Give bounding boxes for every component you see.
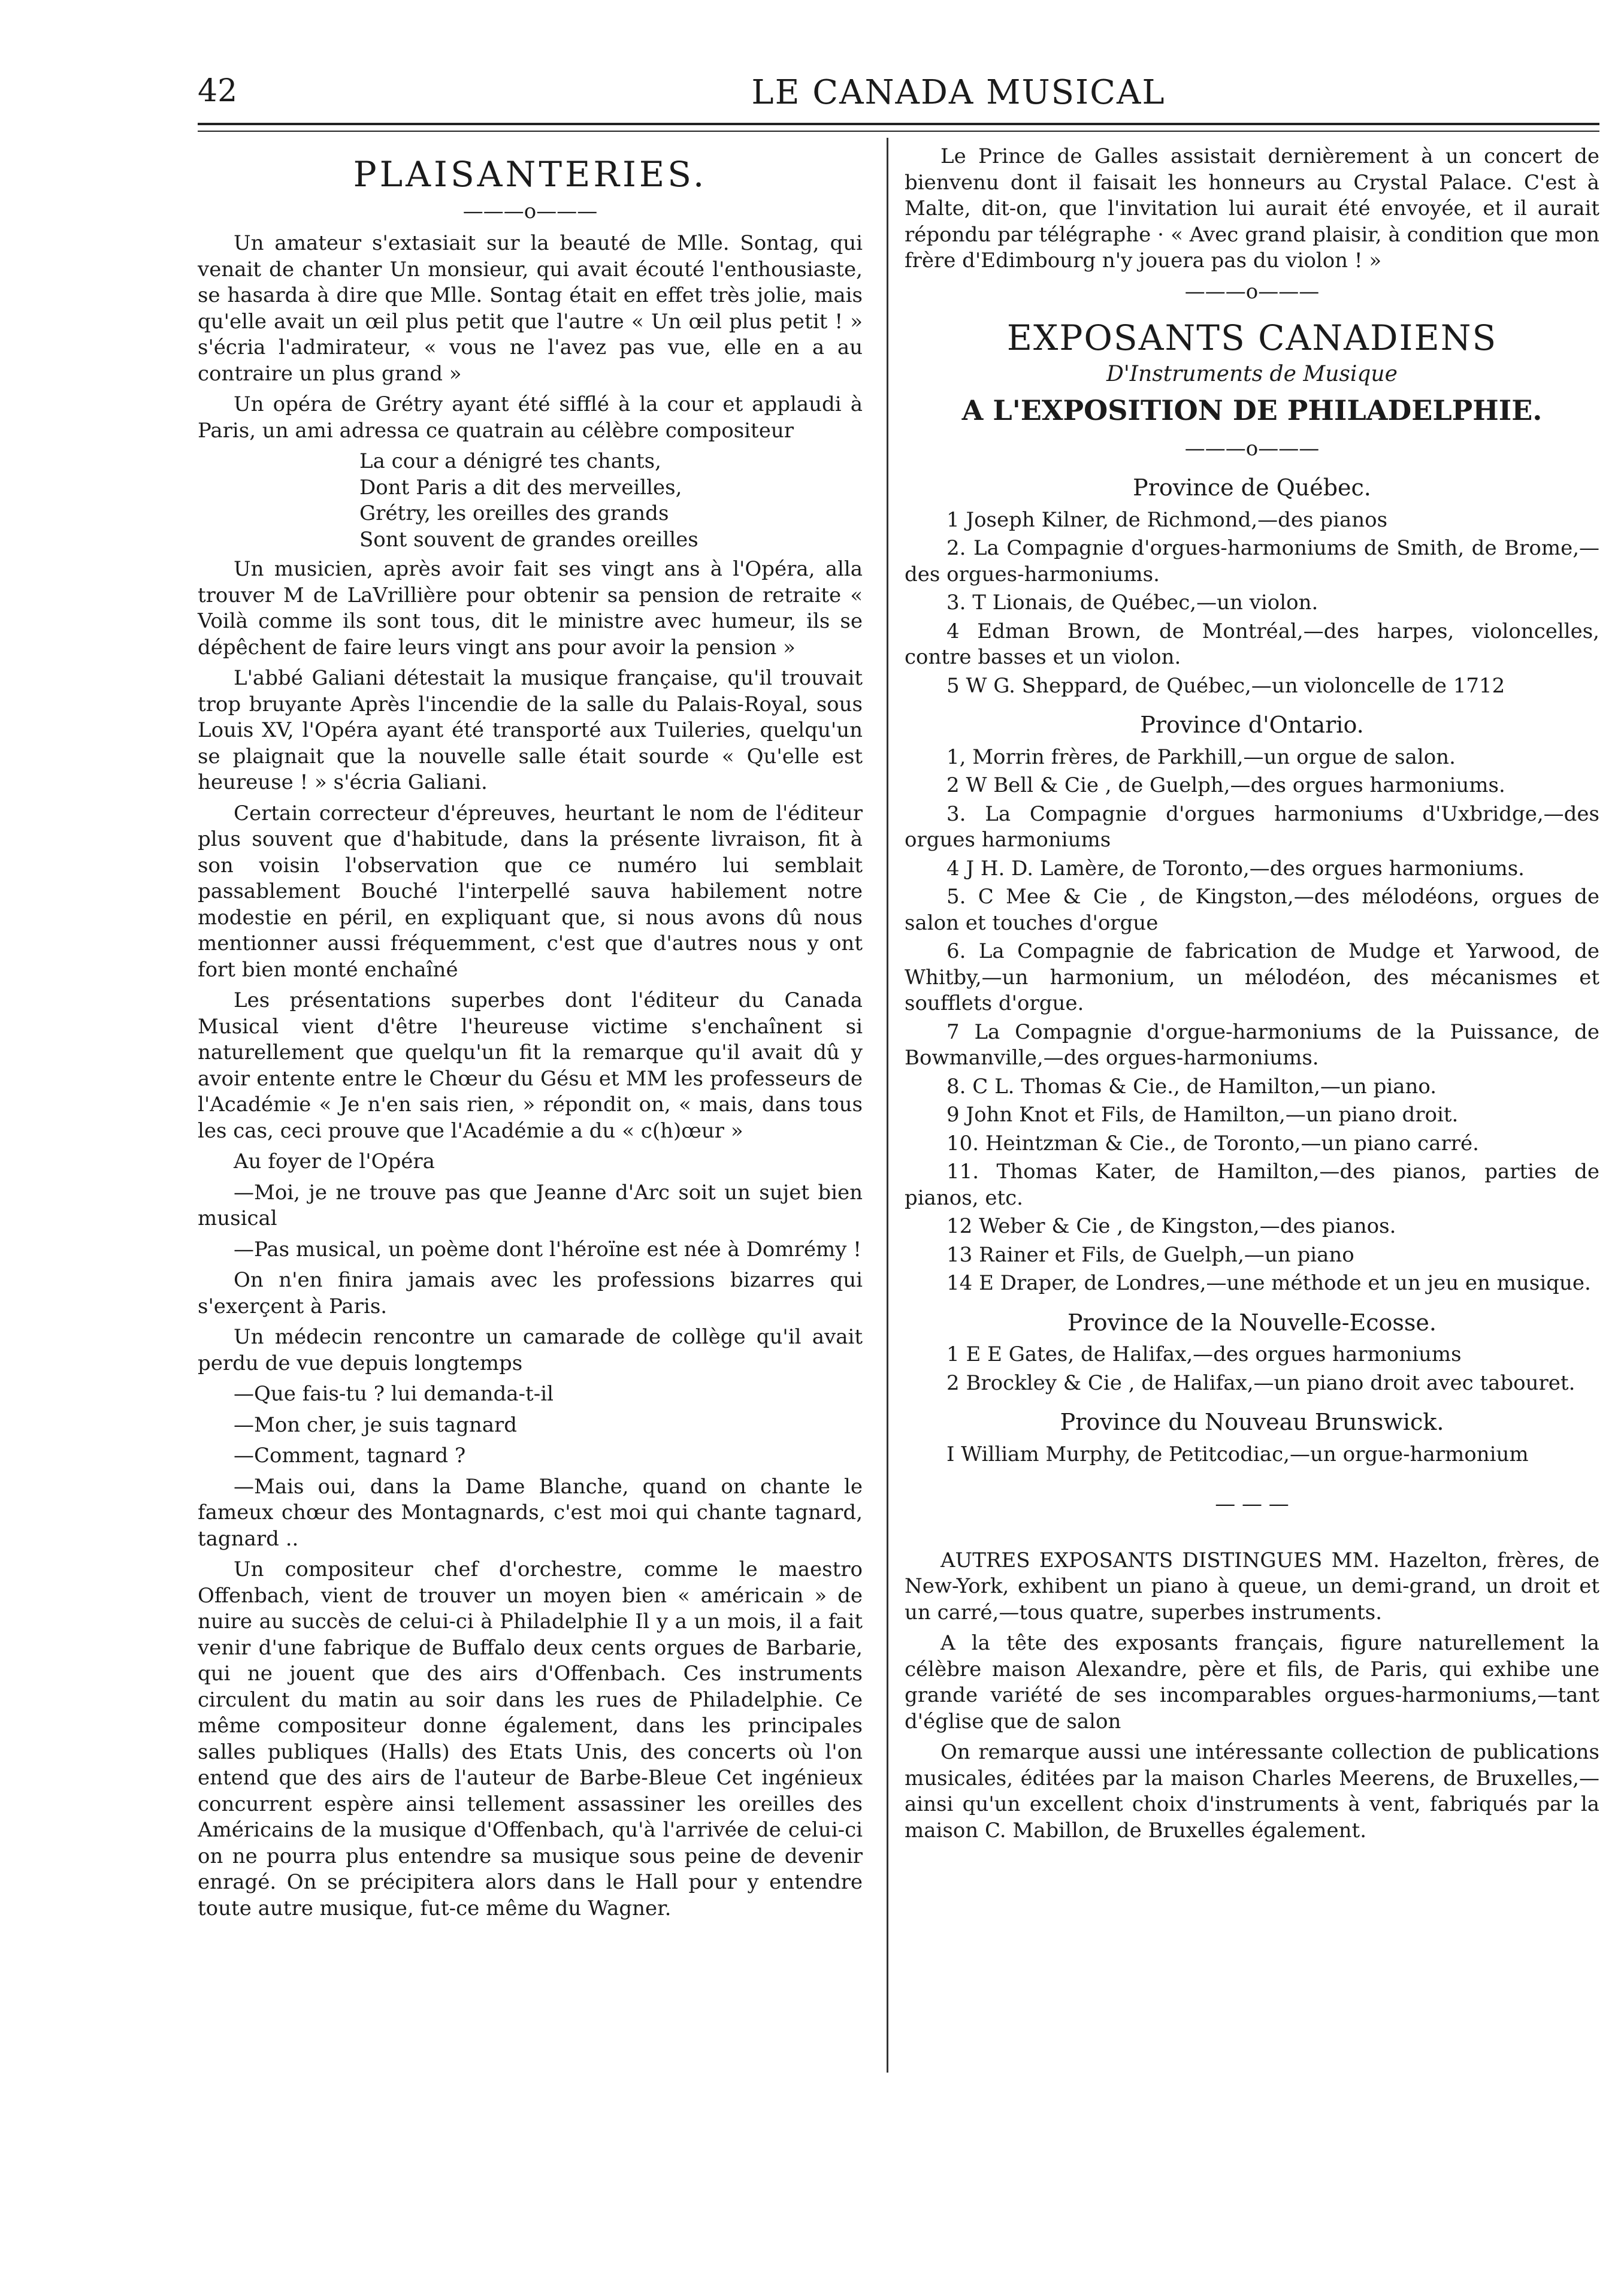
list-item: 7 La Compagnie d'orgue-harmoniums de la Puissance, de Bowmanville,—des orgues-harmoniums. <box>905 1020 1599 1070</box>
list-item: 1 E E Gates, de Halifax,—des orgues harmoniums <box>946 1342 1462 1366</box>
list-item: 2. La Compagnie d'orgues-harmoniums de Smith, de Brome,—des orgues-harmoniums. <box>905 536 1599 586</box>
list-item: 6. La Compagnie de fabrication de Mudge et Yarwood, de Whitby,—un harmonium, un mélodéon, des mécanismes et soufflets d'orgue. <box>905 939 1599 1015</box>
province-heading: Province de la Nouvelle-Ecosse. <box>1067 1309 1437 1336</box>
paragraph: A la tête des exposants français, figure naturellement la célèbre maison Alexandre, père et fils, de Paris, qui exhibe une grande variété de ses incomparables orgues-harmoniums,—tant d'église que de salon <box>905 1631 1599 1734</box>
paragraph: Le Prince de Galles assistait dernièrement à un concert de bienvenu dont il faisait les honneurs au Crystal Palace. C'est à Malte, dit-on, que l'invitation lui aurait été envoyée, et il aurait répondu par télégraphe · « Avec grand plaisir, à condition que mon frère d'Edimbourg n'y jouera pas du violon ! » <box>905 144 1599 273</box>
list-item: 1 Joseph Kilner, de Richmond,—des pianos <box>946 507 1388 532</box>
list-item: I William Murphy, de Petitcodiac,—un orgue-harmonium <box>946 1442 1529 1466</box>
column-divider <box>887 138 888 2073</box>
paragraph: Au foyer de l'Opéra <box>234 1149 435 1173</box>
list-item: 14 E Draper, de Londres,—une méthode et un jeu en musique. <box>946 1271 1591 1295</box>
masthead: LE CANADA MUSICAL <box>751 73 1166 112</box>
separator <box>905 436 1599 462</box>
list-item: 3. T Lionais, de Québec,—un violon. <box>946 591 1318 615</box>
paragraph: Un amateur s'extasiait sur la beauté de Mlle. Sontag, qui venait de chanter Un monsieur, qui avait écouté l'enthousiaste, se hasarda à dire que Mlle. Sontag était en effet très jolie, mais qu'elle avait un œil plus petit que l'autre « Un œil plus petit ! » s'écria l'admirateur, « vous ne l'avez pas vue, elle en a au contraire un plus grand » <box>198 231 863 386</box>
paragraph: Un compositeur chef d'orchestre, comme le maestro Offenbach, vient de trouver un moyen bien « américain » de nuire au succès de celui-ci à Philadelphie Il y a un mois, il a fait venir d'une fabrique de Buffalo deux cents orgues de Barbarie, qui ne jouent que des airs d'Offenbach. Ces instruments circulent du matin au soir dans les rues de Philadelphie. Ce même compositeur donne également, dans les principales salles publiques (Halls) des Etats Unis, des concerts où l'on entend que des airs de l'auteur de Barbe-Bleue Cet ingénieux concurrent espère ainsi tellement assassiner les oreilles des Américains de la musique d'Offenbach, qu'à l'arrivée de celui-ci on ne pourra plus entendre sa musique sous peine de devenir enragé. On se précipitera alors dans le Hall pour y entendre toute autre musique, fut-ce même du Wagner. <box>198 1557 863 1920</box>
separator <box>905 279 1599 305</box>
list-item: 8. C L. Thomas & Cie., de Hamilton,—un piano. <box>946 1074 1437 1099</box>
province-heading: Province du Nouveau Brunswick. <box>1060 1409 1444 1435</box>
list-item: 13 Rainer et Fils, de Guelph,—un piano <box>946 1242 1354 1267</box>
section-heading-bold: A L'EXPOSITION DE PHILADELPHIE. <box>961 394 1543 426</box>
verse-line: Grétry, les oreilles des grands <box>359 501 669 525</box>
left-column <box>198 144 863 1926</box>
paragraph: —Pas musical, un poème dont l'héroïne est née à Domrémy ! <box>234 1237 861 1262</box>
paragraph: L'abbé Galiani détestait la musique française, qu'il trouvait trop bruyante Après l'incendie de la salle du Palais-Royal, sous Louis XV, l'Opéra ayant été transporté aux Tuileries, quelqu'un se plaignait que la nouvelle salle était sourde « Qu'elle est heureuse ! » s'écria Galiani. <box>198 666 863 794</box>
verse-line: Dont Paris a dit des merveilles, <box>359 475 682 500</box>
list-item: 5. C Mee & Cie , de Kingston,—des mélodéons, orgues de salon et touches d'orgue <box>905 885 1599 935</box>
list-item: 5 W G. Sheppard, de Québec,—un violoncelle de 1712 <box>946 673 1505 698</box>
verse-line: La cour a dénigré tes chants, <box>359 449 661 473</box>
list-item: 10. Heintzman & Cie., de Toronto,—un piano carré. <box>946 1131 1479 1155</box>
paragraph: —Moi, je ne trouve pas que Jeanne d'Arc soit un sujet bien musical <box>198 1180 863 1230</box>
province-heading: Province de Québec. <box>1133 474 1371 501</box>
paragraph: Certain correcteur d'épreuves, heurtant le nom de l'éditeur plus souvent que d'habitude, dans la présente livraison, fit à son voisin l'observation que ce numéro lui semblait passablement Bouché l'interpellé sauva habilement notre modestie en péril, en expliquant que, si nous avons dû nous mentionner aussi fréquemment, c'est que d'autres nous y ont fort bien monté enchaîné <box>198 801 863 982</box>
list-item: 4 Edman Brown, de Montréal,—des harpes, violoncelles, contre basses et un violon. <box>905 619 1599 669</box>
paragraph: On remarque aussi une intéressante collection de publications musicales, éditées par la maison Charles Meerens, de Bruxelles,—ainsi qu'un excellent choix d'instruments à vent, fabriqués par la maison C. Mabillon, de Bruxelles également. <box>905 1740 1599 1843</box>
province-heading: Province d'Ontario. <box>1140 712 1364 738</box>
separator <box>198 199 863 225</box>
verse-line: Sont souvent de grandes oreilles <box>359 527 698 552</box>
paragraph: Un médecin rencontre un camarade de collège qu'il avait perdu de vue depuis longtemps <box>198 1325 863 1375</box>
paragraph: On n'en finira jamais avec les professions bizarres qui s'exerçent à Paris. <box>198 1268 863 1318</box>
list-item: 2 Brockley & Cie , de Halifax,—un piano droit avec tabouret. <box>946 1371 1575 1395</box>
list-item: 9 John Knot et Fils, de Hamilton,—un piano droit. <box>946 1103 1459 1127</box>
list-item: 2 W Bell & Cie , de Guelph,—des orgues harmoniums. <box>946 773 1505 797</box>
quatrain <box>359 449 863 553</box>
section-title: PLAISANTERIES. <box>353 154 707 195</box>
section-subheading: D'Instruments de Musique <box>1106 361 1398 386</box>
list-item: 4 J H. D. Lamère, de Toronto,—des orgues harmoniums. <box>946 856 1525 881</box>
right-column <box>905 144 1599 1849</box>
paragraph: Un opéra de Grétry ayant été sifflé à la cour et applaudi à Paris, un ami adressa ce quatrain au célèbre compositeur <box>198 392 863 443</box>
list-item: 12 Weber & Cie , de Kingston,—des pianos. <box>946 1214 1396 1238</box>
header-rule-thin <box>198 131 1599 132</box>
paragraph: —Que fais-tu ? lui demanda-t-il <box>234 1382 554 1406</box>
list-item: 3. La Compagnie d'orgues harmoniums d'Uxbridge,—des orgues harmoniums <box>905 801 1599 852</box>
section-heading: EXPOSANTS CANADIENS <box>1006 317 1498 358</box>
paragraph: —Mon cher, je suis tagnard <box>234 1412 518 1437</box>
paragraph: —Mais oui, dans la Dame Blanche, quand on chante le fameux chœur des Montagnards, c'est moi qui chante tagnard, tagnard .. <box>198 1474 863 1551</box>
paragraph: AUTRES EXPOSANTS DISTINGUES MM. Hazelton, frères, de New-York, exhibent un piano à queue, un demi-grand, un droit et un carré,—tous quatre, superbes instruments. <box>905 1548 1599 1625</box>
header-rule <box>198 123 1599 125</box>
paragraph: —Comment, tagnard ? <box>234 1444 466 1468</box>
list-item: 11. Thomas Kater, de Hamilton,—des pianos, parties de pianos, etc. <box>905 1160 1599 1210</box>
paragraph: Les présentations superbes dont l'éditeur du Canada Musical vient d'être l'heureuse victime s'enchaînent si naturellement que quelqu'un fit la remarque qu'il avait dû y avoir entente entre le Chœur du Gésu et MM les professeurs de l'Académie « Je n'en sais rien, » répondit on, « mais, dans tous les cas, ceci prouve que l'Académie a du « c(h)œur » <box>198 988 863 1143</box>
list-item: 1, Morrin frères, de Parkhill,—un orgue de salon. <box>946 745 1456 769</box>
page-number: 42 <box>198 73 238 109</box>
separator: — — — <box>1215 1492 1289 1516</box>
paragraph: Un musicien, après avoir fait ses vingt ans à l'Opéra, alla trouver M de LaVrillière pour obtenir sa pension de retraite « Voilà comme ils sont tous, dit le ministre avec humeur, ils se dépêchent de faire leurs vingt ans pour avoir la pension » <box>198 557 863 660</box>
